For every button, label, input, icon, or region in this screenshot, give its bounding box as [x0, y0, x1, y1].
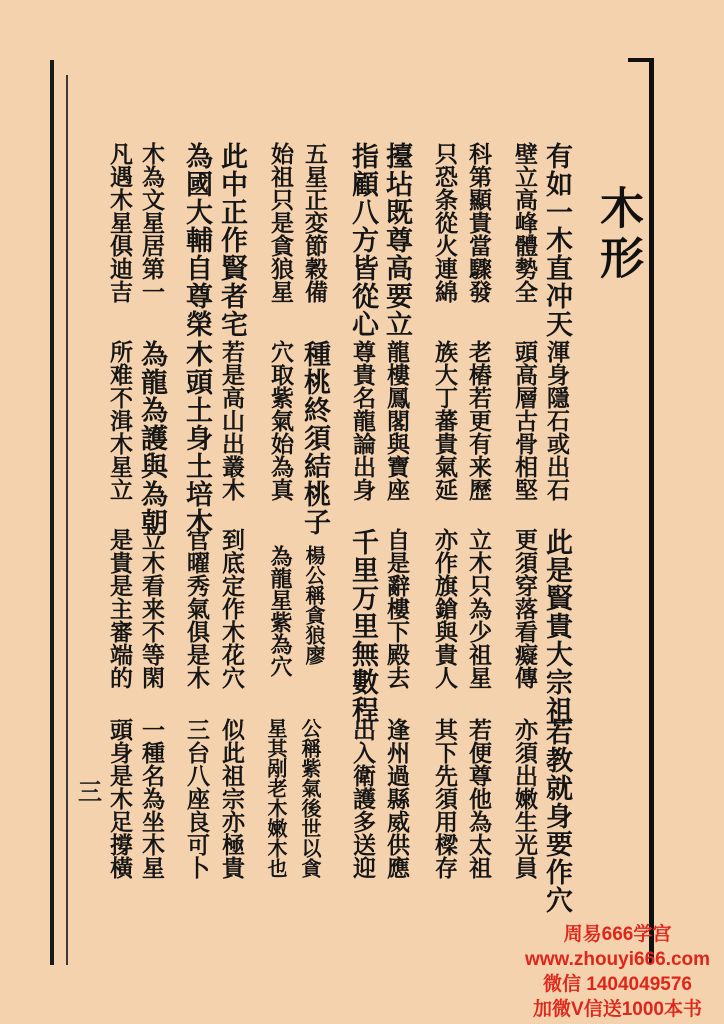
text-column: 尊貴名龍論出身 — [349, 340, 376, 501]
watermark — [515, 922, 720, 1022]
text-column: 穴取紫氣始為真 — [267, 340, 294, 501]
text-column: 若便尊他為太祖 — [465, 718, 492, 879]
text-column: 一種名為坐木星 — [138, 718, 165, 879]
text-column: 自是辭樓下殿去 — [383, 528, 410, 689]
text-column: 壁立高峰體勢全 — [511, 142, 538, 303]
text-column: 此是賢貴大宗祖 — [541, 528, 572, 724]
watermark-line: www.zhouyi666.com — [524, 949, 711, 970]
text-column: 為國大輔自尊榮 — [181, 142, 212, 338]
page-right-border — [649, 58, 654, 963]
text-column: 種桃終須結桃子 — [299, 340, 330, 536]
text-column: 逢州過縣威供應 — [383, 718, 410, 879]
text-column: 頭高層古骨相堅 — [511, 340, 538, 501]
text-column: 頭身是木足撐橫 — [106, 718, 133, 879]
watermark-line: 微信 1404049576 — [543, 974, 692, 995]
text-column: 三台八座良可卜 — [183, 718, 210, 879]
text-column: 立木只為少祖星 — [465, 528, 492, 689]
watermark-line: 周易666学宫 — [563, 924, 672, 945]
section-title: 木形 — [592, 185, 643, 285]
text-column: 亦須出嫩生光員 — [511, 718, 538, 879]
text-column: 公稱紫氣後世以貪 — [298, 718, 322, 878]
text-column: 似此祖宗亦極貴 — [218, 718, 245, 879]
text-column: 若是高山出叢木 — [218, 340, 245, 501]
text-column: 有如一木直冲天 — [541, 142, 572, 338]
page-top-corner — [628, 58, 654, 62]
text-column: 立木看来不等閑 — [138, 528, 165, 689]
page-number: 三 — [78, 777, 102, 806]
text-column: 更須穿落看癡傳 — [511, 528, 538, 689]
text-column: 木為文星居第一 — [138, 142, 165, 303]
text-column: 此中正作賢者宅 — [216, 142, 247, 338]
text-column: 五星正変節穀備 — [301, 142, 328, 303]
text-column: 楊公稱貪狼廖 — [302, 545, 326, 665]
page-left-rule — [66, 75, 68, 965]
text-column: 其下先須用樑存 — [431, 718, 458, 879]
text-column: 木頭土身土培木 — [181, 340, 212, 536]
page-left-edge — [50, 60, 54, 965]
text-column: 出入衛護多送迎 — [349, 718, 376, 879]
text-column: 只恐条從火連綿 — [431, 142, 458, 303]
text-column: 龍樓鳳閣與寶座 — [383, 340, 410, 501]
text-column: 所难不湒木星立 — [106, 340, 133, 501]
text-column: 老樁若更有来歷 — [465, 340, 492, 501]
watermark-line: 加微V信送1000本书 — [533, 999, 702, 1020]
text-column: 始祖只是貪狼星 — [267, 142, 294, 303]
text-column: 科第顯貴當驟發 — [465, 142, 492, 303]
text-column: 為龍為護與為朝 — [136, 340, 167, 536]
text-column: 亦作旗鎗與貴人 — [431, 528, 458, 689]
text-column: 官曜秀氣俱是木 — [183, 528, 210, 689]
text-column: 若教就身要作穴 — [541, 718, 572, 914]
text-column: 到底定作木花穴 — [218, 528, 245, 689]
text-column: 千里万里無數程 — [347, 528, 378, 724]
text-column: 擡坫既尊高要立 — [381, 142, 412, 338]
text-column: 是貴是主審端的 — [106, 528, 133, 689]
text-column: 渾身隱石或出石 — [543, 340, 570, 501]
text-column: 凡遇木星俱迪吉 — [106, 142, 133, 303]
text-column: 族大丁蕃貴氣延 — [431, 340, 458, 501]
text-column: 星其剐老木嫩木也 — [264, 718, 288, 878]
text-column: 指顧八方皆從心 — [347, 142, 378, 338]
text-column: 為龍星紫為穴 — [267, 545, 293, 677]
